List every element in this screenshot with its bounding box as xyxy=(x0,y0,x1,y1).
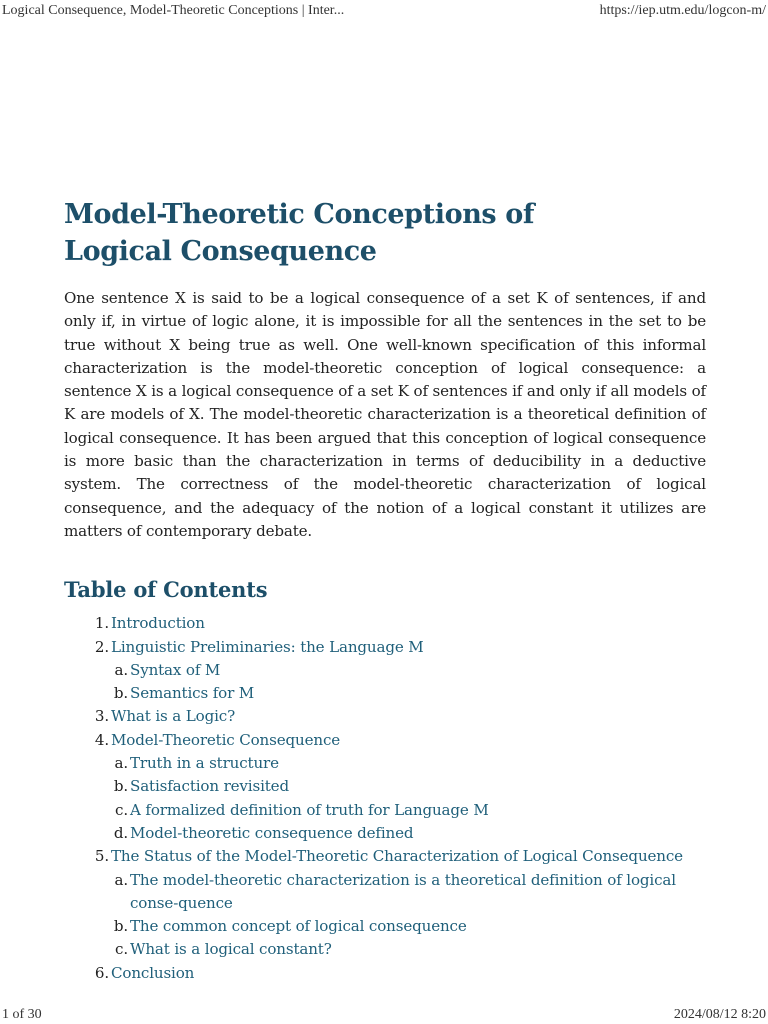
toc-item xyxy=(64,729,706,752)
toc-item-number: a. xyxy=(114,660,128,679)
intro-paragraph: One sentence X is said to be a logical consequence of a set K of sentences, if and only if, in virtue of logic alone, it is impossible for all the sentences in the set to be true without X being true as well. One well-known specification of this informal characterization is the model-theoretic conception of logical consequence: a sentence X is a logical consequence of a set K of sentences if and only if all models of K are models of X. The model-theoretic characterization is a theoretical definition of logical consequence. It has been argued that this conception of logical consequence is more basic than the characterization in terms of deducibility in a deductive system. The correctness of the model-theoretic characterization of logical consequence, and the adequacy of the notion of a logical constant it utilizes are matters of contemporary debate. xyxy=(64,289,706,540)
toc-subitem xyxy=(64,682,706,705)
print-header-title: Logical Consequence, Model-Theoretic Conceptions | Inter... xyxy=(2,3,345,18)
toc-link-what-is-a-logic[interactable]: What is a Logic? xyxy=(111,707,236,726)
toc-item-number: 4. xyxy=(94,730,109,749)
toc-item xyxy=(64,612,706,635)
toc-item-number: 1. xyxy=(94,614,109,633)
toc-item-number: a. xyxy=(114,870,128,889)
toc-item-number: d. xyxy=(113,823,128,842)
toc-item xyxy=(64,845,706,868)
print-datetime: 2024/08/12 8:20 xyxy=(673,1007,766,1022)
toc-item-number: c. xyxy=(115,940,128,959)
toc-link-introduction[interactable]: Introduction xyxy=(111,614,205,633)
toc-link-common-concept[interactable]: The common concept of logical consequence xyxy=(130,917,467,936)
toc-item-number: 6. xyxy=(94,963,109,982)
toc-heading: Table of Contents xyxy=(64,577,268,603)
toc-link-what-is-a-logical-constant[interactable]: What is a logical constant? xyxy=(130,940,332,959)
article xyxy=(64,196,706,985)
print-footer xyxy=(0,1007,768,1023)
toc-link-model-theoretic-consequence[interactable]: Model-Theoretic Consequence xyxy=(111,730,341,749)
page-title-line-2: Logical Consequence xyxy=(64,236,377,267)
toc-link-model-theoretic-consequence-defined[interactable]: Model-theoretic consequence defined xyxy=(130,823,414,842)
toc-subitem xyxy=(64,915,706,938)
toc-subitem xyxy=(64,822,706,845)
toc-link-truth-in-a-structure[interactable]: Truth in a structure xyxy=(130,754,279,773)
table-of-contents xyxy=(64,612,706,985)
toc-item xyxy=(64,636,706,659)
toc-item-number: b. xyxy=(113,777,128,796)
toc-item-number: b. xyxy=(113,684,128,703)
print-header-url: https://iep.utm.edu/logcon-m/ xyxy=(599,3,766,18)
toc-item-number: 3. xyxy=(94,707,109,726)
toc-link-satisfaction-revisited[interactable]: Satisfaction revisited xyxy=(130,777,289,796)
page-title xyxy=(64,196,706,270)
toc-link-theoretical-definition[interactable]: The model-theoretic characterization is a theoretical definition of logical conse-quence xyxy=(130,870,676,912)
toc-item-number: 5. xyxy=(94,847,109,866)
print-header xyxy=(0,3,768,19)
toc-link-formalized-definition-of-truth[interactable]: A formalized definition of truth for Language M xyxy=(130,800,489,819)
toc-link-status-of-characterization[interactable]: The Status of the Model-Theoretic Characterization of Logical Consequence xyxy=(111,847,683,866)
toc-subitem xyxy=(64,775,706,798)
page-counter: 1 of 30 xyxy=(2,1007,42,1022)
toc-link-semantics-for-m[interactable]: Semantics for M xyxy=(130,684,255,703)
toc-item xyxy=(64,962,706,985)
toc-item xyxy=(64,705,706,728)
page-title-line-1: Model-Theoretic Conceptions of xyxy=(64,199,535,230)
toc-subitem xyxy=(64,752,706,775)
toc-subitem xyxy=(64,869,706,916)
toc-item-number: c. xyxy=(115,800,128,819)
toc-item-number: a. xyxy=(114,754,128,773)
toc-item-number: 2. xyxy=(94,637,109,656)
toc-item-number: b. xyxy=(113,917,128,936)
toc-subitem xyxy=(64,938,706,961)
toc-link-linguistic-preliminaries[interactable]: Linguistic Preliminaries: the Language M xyxy=(111,637,424,656)
toc-link-conclusion[interactable]: Conclusion xyxy=(111,963,195,982)
toc-link-syntax-of-m[interactable]: Syntax of M xyxy=(130,660,221,679)
toc-subitem xyxy=(64,799,706,822)
toc-subitem xyxy=(64,659,706,682)
